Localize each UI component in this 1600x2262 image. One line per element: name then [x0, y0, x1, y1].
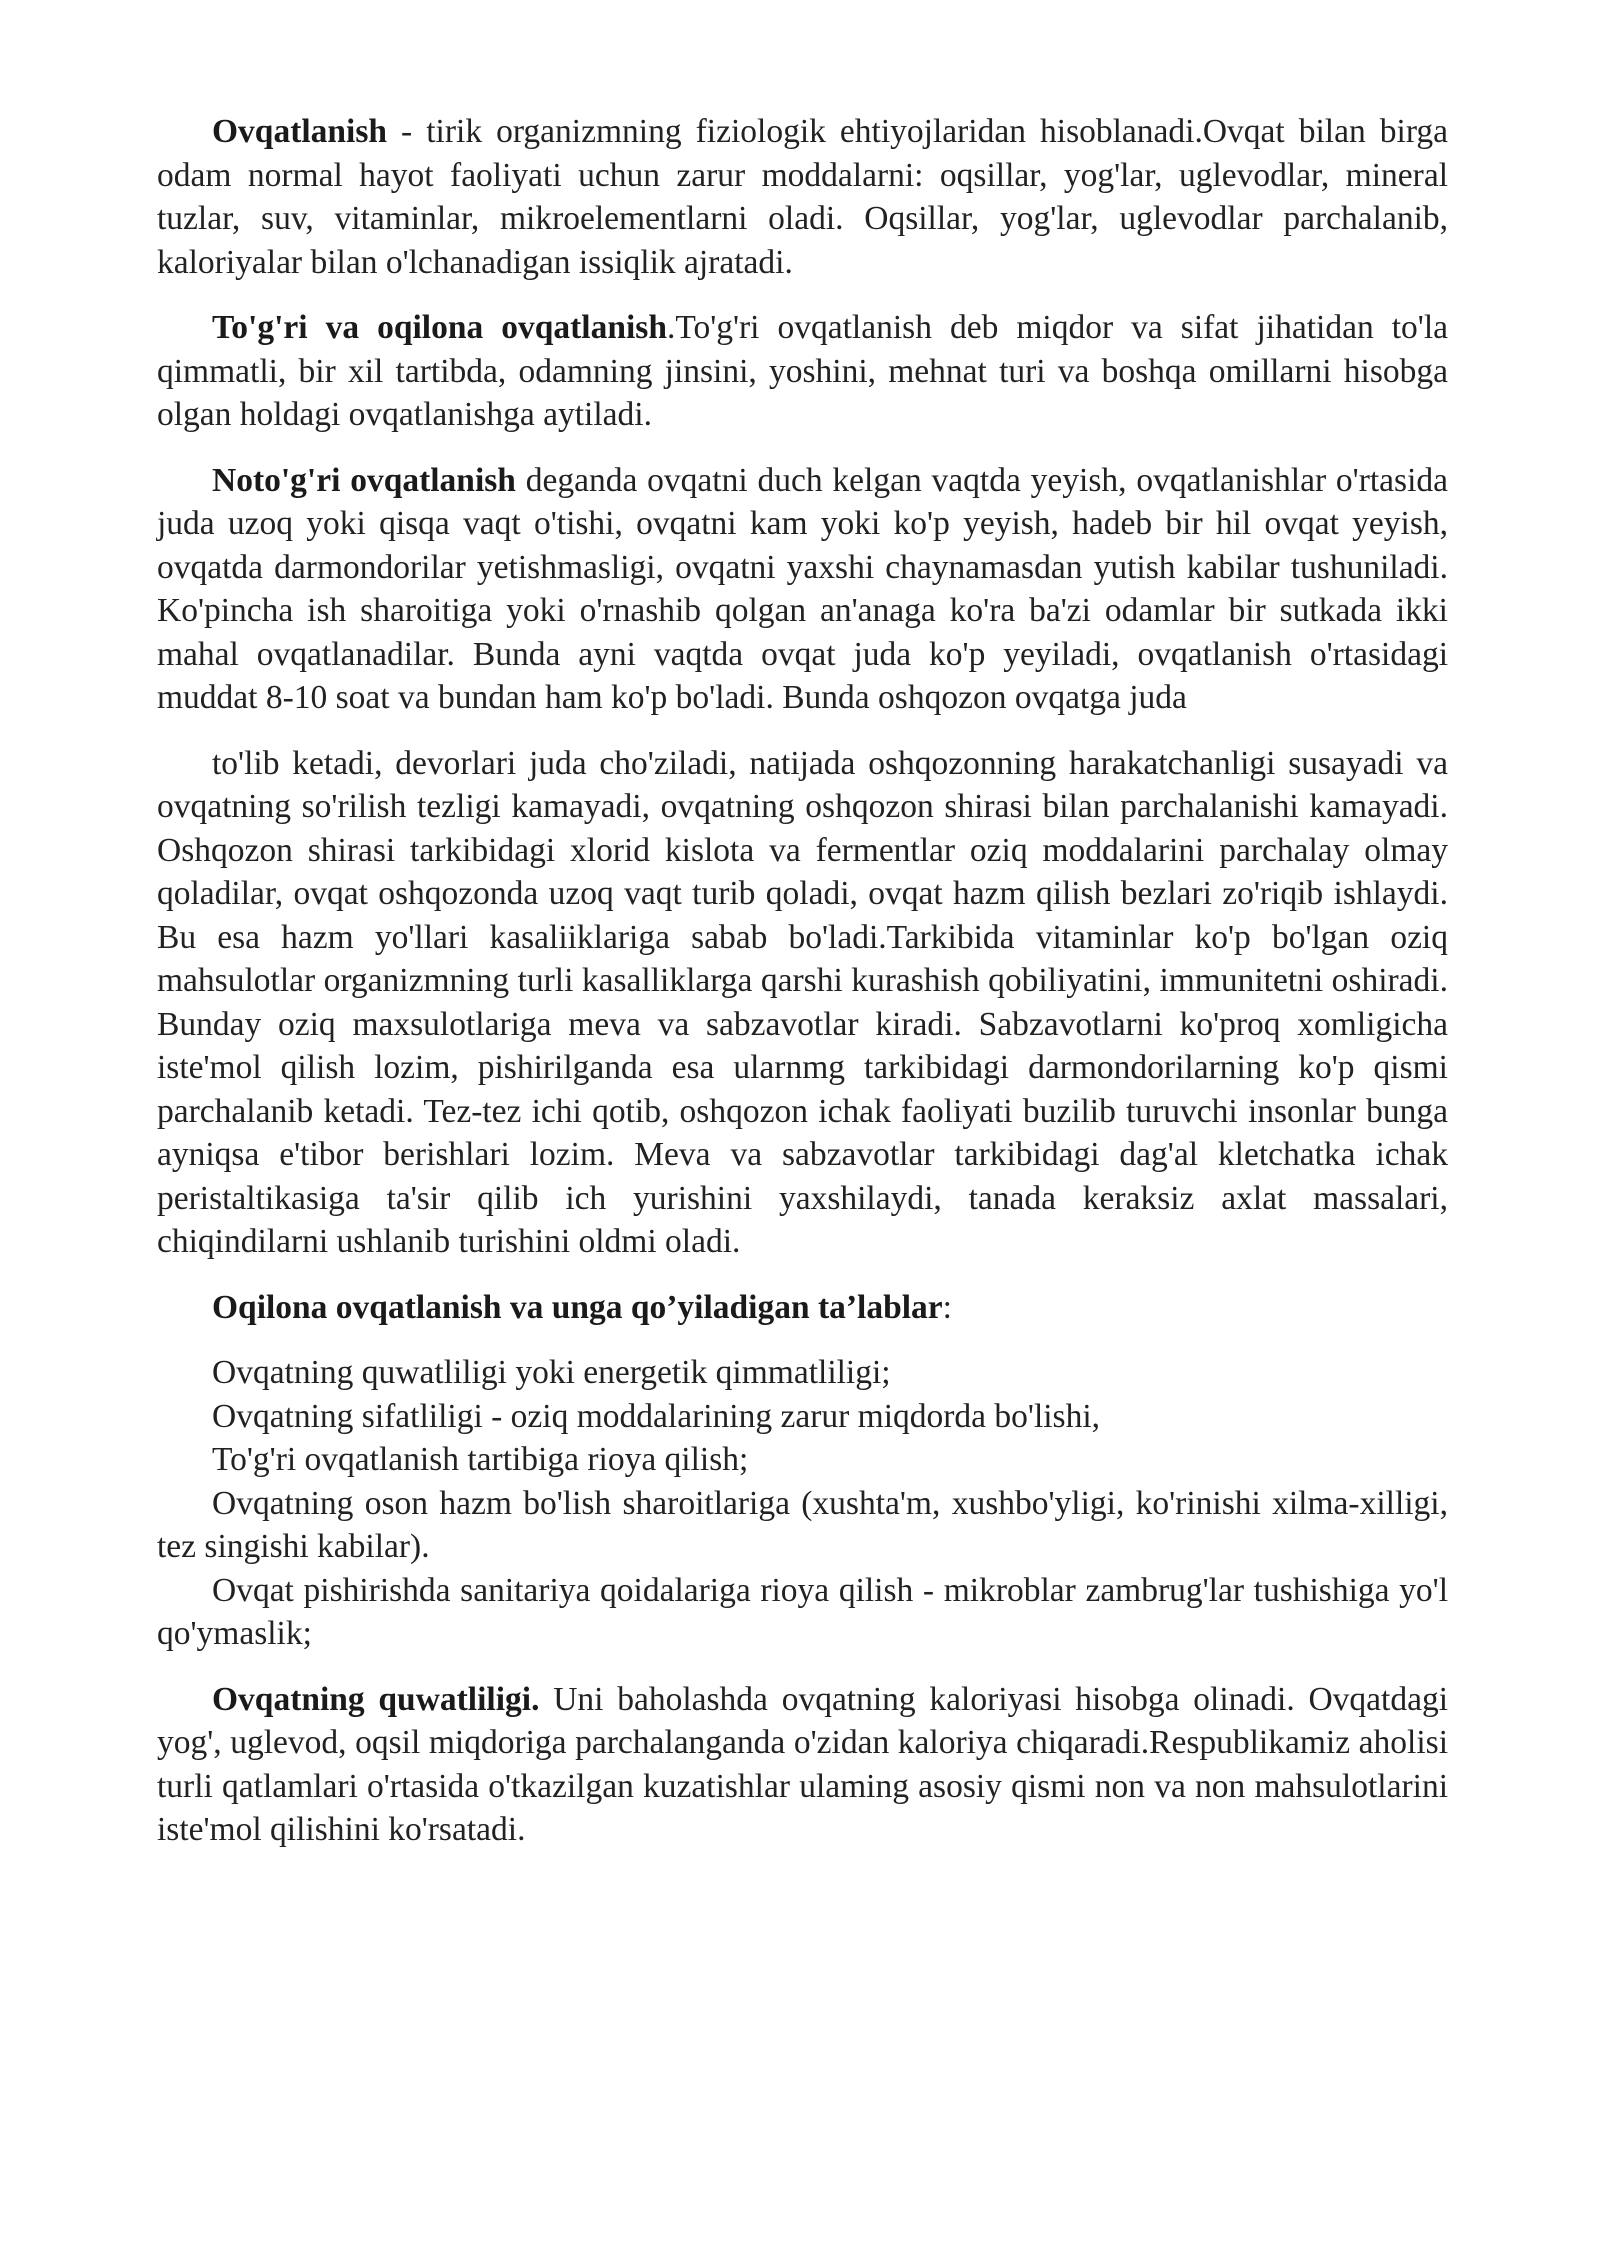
- paragraph-ovqatning-quwatliligi: [157, 1678, 1448, 1852]
- paragraph-text: Uni baholashda ovqatning kaloriyasi hisobga olinadi. Ovqatdagi yog', uglevod, oqsil miqdoriga parchalanganda o'zidan kaloriya chiqaradi.Respublikamiz aholisi turli qatlamlari o'rtasida o'tkazilgan kuzatishlar ulaming asosiy qismi non va non mahsulotlarini iste'mol qilishini ko'rsatadi.: [157, 1680, 1448, 1848]
- paragraph-ovqatlanish: [157, 110, 1448, 284]
- paragraph-text: deganda ovqatni duch kelgan vaqtda yeyish, ovqatlanishlar o'rtasida juda uzoq yoki qisqa vaqt o'tishi, ovqatni kam yoki ko'p yeyish, hadeb bir hil ovqat yeyish, ovqatda darmondorilar yetishmasligi, ovqatni yaxshi chaynamasdan yutish kabilar tushuniladi. Ko'pincha ish sharoitiga yoki o'rnashib qolgan an'anaga ko'ra ba'zi odamlar bir sutkada ikki mahal ovqatlanadilar. Bunda ayni vaqtda ovqat juda ko'p yeyiladi, ovqatlanish o'rtasidagi muddat 8-10 soat va bundan ham ko'p bo'ladi. Bunda oshqozon ovqatga juda: [157, 461, 1449, 716]
- section-heading-text: Oqilona ovqatlanish va unga qo’yiladigan ta’lablar: [212, 1288, 943, 1326]
- paragraph-text: to'lib ketadi, devorlari juda cho'ziladi, natijada oshqozonning harakatchanligi susayadi va ovqatning so'rilish tezligi kamayadi, ovqatning oshqozon shirasi bilan parchalanishi kamayadi. Oshqozon shirasi tarkibidagi xlorid kislota va fermentlar oziq moddalarini parchalay olmay qoladilar, ovqat oshqozonda uzoq vaqt turib qoladi, ovqat hazm qilish bezlari zo'riqib ishlaydi. Bu esa hazm yo'llari kasaliiklariga sabab bo'ladi.Tarkibida vitaminlar ko'p bo'lgan oziq mahsulotlar organizmning turli kasalliklarga qarshi kurashish qobiliyatini, immunitetni oshiradi. Bunday oziq maxsulotlariga meva va sabzavotlar kiradi. Sabzavotlarni ko'proq xomligicha iste'mol qilish lozim, pishirilganda esa ularnmg tarkibidagi darmondorilarning ko'p qismi parchalanib ketadi. Tez-tez ichi qotib, oshqozon ichak faoliyati buzilib turuvchi insonlar bunga ayniqsa e'tibor berishlari lozim. Meva va sabzavotlar tarkibidagi dag'al kletchatka ichak peristaltikasiga ta'sir qilib ich yurishini yaxshilaydi, tanada keraksiz axlat massalari, chiqindilarni ushlanib turishini oldmi oladi.: [157, 744, 1448, 1260]
- requirement-item: To'g'ri ovqatlanish tartibiga rioya qilish;: [212, 1441, 749, 1478]
- requirement-item: Ovqatning sifatliligi - oziq moddalarining zarur miqdorda bo'lishi,: [212, 1397, 1101, 1435]
- paragraph-notogri-ovqatlanish: [157, 459, 1448, 720]
- section-heading: [157, 1286, 1448, 1330]
- paragraph-continuation: [157, 742, 1448, 1264]
- requirement-item: Ovqatning oson hazm bo'lish sharoitlariga (xushta'm, xushbo'yligi, ko'rinishi xilma-xilligi, tez singishi kabilar).: [157, 1484, 1448, 1565]
- term-notogri-ovqatlanish: Noto'g'ri ovqatlanish: [212, 461, 516, 499]
- term-ovqatlanish: Ovqatlanish: [212, 113, 388, 150]
- section-heading-colon: :: [942, 1288, 952, 1326]
- paragraph-text: - tirik organizmning fiziologik ehtiyojlaridan hisoblanadi.Ovqat bilan birga odam normal hayot faoliyati uchun zarur moddalarni: oqsillar, yog'lar, uglevodlar, mineral tuzlar, suv, vitaminlar, mikroelementlarni oladi. Oqsillar, yog'lar, uglevodlar parchalanib, kaloriyalar bilan o'lchanadigan issiqlik ajratadi.: [157, 113, 1448, 281]
- requirement-item: Ovqatning quwatliligi yoki energetik qimmatliligi;: [212, 1354, 891, 1391]
- paragraph-togri-ovqatlanish: [157, 306, 1448, 437]
- requirement-item: Ovqat pishirishda sanitariya qoidalariga rioya qilish - mikroblar zambrug'lar tushishiga yo'l qo'ymaslik;: [157, 1571, 1448, 1652]
- paragraph-text: .To'g'ri ovqatlanish deb miqdor va sifat jihatidan to'la qimmatli, bir xil tartibda, odamning jinsini, yoshini, mehnat turi va boshqa omillarni hisobga olgan holdagi ovqatlanishga aytiladi.: [157, 309, 1448, 433]
- term-ovqatning-quwatliligi: Ovqatning quwatliligi.: [212, 1680, 540, 1718]
- term-togri-va-oqilona-ovqatlanish: To'g'ri va oqilona ovqatlanish: [212, 309, 667, 346]
